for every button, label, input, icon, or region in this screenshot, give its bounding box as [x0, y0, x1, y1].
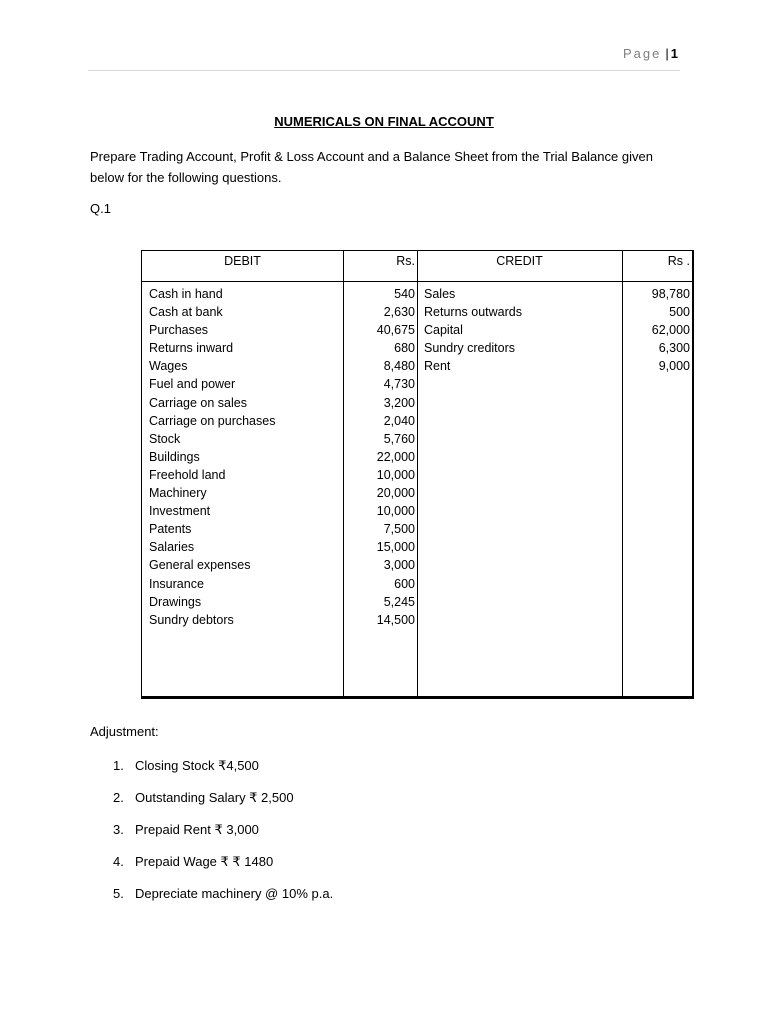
debit-amount: 4,730	[383, 377, 415, 392]
intro-paragraph: Prepare Trading Account, Profit & Loss Account and a Balance Sheet from the Trial Balance given below for the following questions.	[90, 149, 653, 185]
debit-item: Cash at bank	[149, 305, 223, 320]
credit-items-column	[424, 285, 522, 375]
page-header	[623, 46, 678, 61]
adjustment-item	[113, 758, 333, 790]
debit-item: Fuel and power	[149, 377, 236, 392]
debit-amount: 600	[394, 576, 415, 591]
adjustment-item	[113, 854, 333, 886]
debit-rs-header: Rs.	[396, 254, 415, 268]
header-divider	[88, 70, 680, 71]
debit-amount: 22,000	[376, 449, 415, 464]
adjustment-list	[113, 758, 333, 918]
debit-item: Carriage on purchases	[149, 413, 276, 428]
header-row-divider	[142, 281, 692, 282]
credit-rs-header: Rs .	[667, 254, 690, 268]
adjustment-number: 4.	[113, 854, 124, 869]
page-word: Page	[623, 46, 662, 61]
debit-item: Sundry debtors	[149, 612, 234, 627]
credit-item: Sales	[424, 287, 456, 301]
page-separator: |	[665, 46, 669, 61]
adjustment-number: 3.	[113, 822, 124, 837]
debit-amount: 20,000	[376, 486, 415, 501]
debit-header: DEBIT	[224, 254, 261, 268]
credit-amount: 62,000	[651, 323, 690, 338]
adjustment-heading: Adjustment:	[90, 724, 159, 739]
debit-amounts-column	[343, 285, 415, 629]
debit-amount: 3,000	[383, 558, 415, 573]
debit-amount: 2,040	[383, 413, 415, 428]
credit-item: Capital	[424, 323, 463, 338]
debit-item: Buildings	[149, 449, 200, 464]
credit-amount: 9,000	[658, 359, 690, 374]
adjustment-number: 5.	[113, 886, 124, 901]
credit-amount: 500	[669, 305, 690, 320]
debit-item: Investment	[149, 504, 211, 519]
adjustment-text: Prepaid Wage ₹ ₹ 1480	[135, 854, 274, 869]
debit-amount: 10,000	[376, 504, 415, 519]
debit-amount: 15,000	[376, 540, 415, 555]
page-number: 1	[670, 46, 678, 61]
credit-amount: 6,300	[658, 341, 690, 356]
debit-amount: 5,245	[383, 594, 415, 609]
credit-header: CREDIT	[496, 254, 543, 268]
document-title: NUMERICALS ON FINAL ACCOUNT	[274, 114, 494, 129]
debit-amount: 40,675	[376, 323, 415, 338]
column-divider	[417, 251, 418, 696]
debit-item: Freehold land	[149, 467, 226, 482]
adjustment-text: Outstanding Salary ₹ 2,500	[135, 790, 294, 805]
debit-amount: 7,500	[383, 522, 415, 537]
debit-amount: 680	[394, 341, 415, 356]
debit-item: Salaries	[149, 540, 195, 555]
debit-amount: 5,760	[383, 431, 415, 446]
credit-amount: 98,780	[651, 287, 690, 301]
credit-item: Returns outwards	[424, 305, 522, 320]
adjustment-item	[113, 790, 333, 822]
adjustment-text: Depreciate machinery @ 10% p.a.	[135, 886, 334, 901]
adjustment-text: Prepaid Rent ₹ 3,000	[135, 822, 259, 837]
adjustment-number: 1.	[113, 758, 124, 773]
adjustment-number: 2.	[113, 790, 124, 805]
debit-amount: 540	[394, 287, 415, 301]
credit-item: Rent	[424, 359, 451, 374]
debit-item: Purchases	[149, 323, 209, 338]
debit-items-column	[149, 285, 275, 629]
debit-item: Insurance	[149, 576, 204, 591]
debit-item: Returns inward	[149, 341, 234, 356]
debit-item: Stock	[149, 431, 181, 446]
debit-amount: 3,200	[383, 395, 415, 410]
debit-amount: 8,480	[383, 359, 415, 374]
adjustment-text: Closing Stock ₹4,500	[135, 758, 259, 773]
debit-item: Patents	[149, 522, 192, 537]
adjustment-item	[113, 822, 333, 854]
debit-amount: 10,000	[376, 467, 415, 482]
debit-item: Machinery	[149, 486, 207, 501]
debit-item: Carriage on sales	[149, 395, 247, 410]
debit-item: Cash in hand	[149, 287, 223, 301]
adjustment-item	[113, 886, 333, 918]
credit-item: Sundry creditors	[424, 341, 516, 356]
debit-amount: 14,500	[376, 612, 415, 627]
debit-item: General expenses	[149, 558, 251, 573]
debit-item: Wages	[149, 359, 188, 374]
debit-item: Drawings	[149, 594, 202, 609]
credit-amounts-column	[622, 285, 690, 375]
debit-amount: 2,630	[383, 305, 415, 320]
trial-balance-table	[141, 250, 694, 699]
question-label: Q.1	[90, 201, 111, 216]
